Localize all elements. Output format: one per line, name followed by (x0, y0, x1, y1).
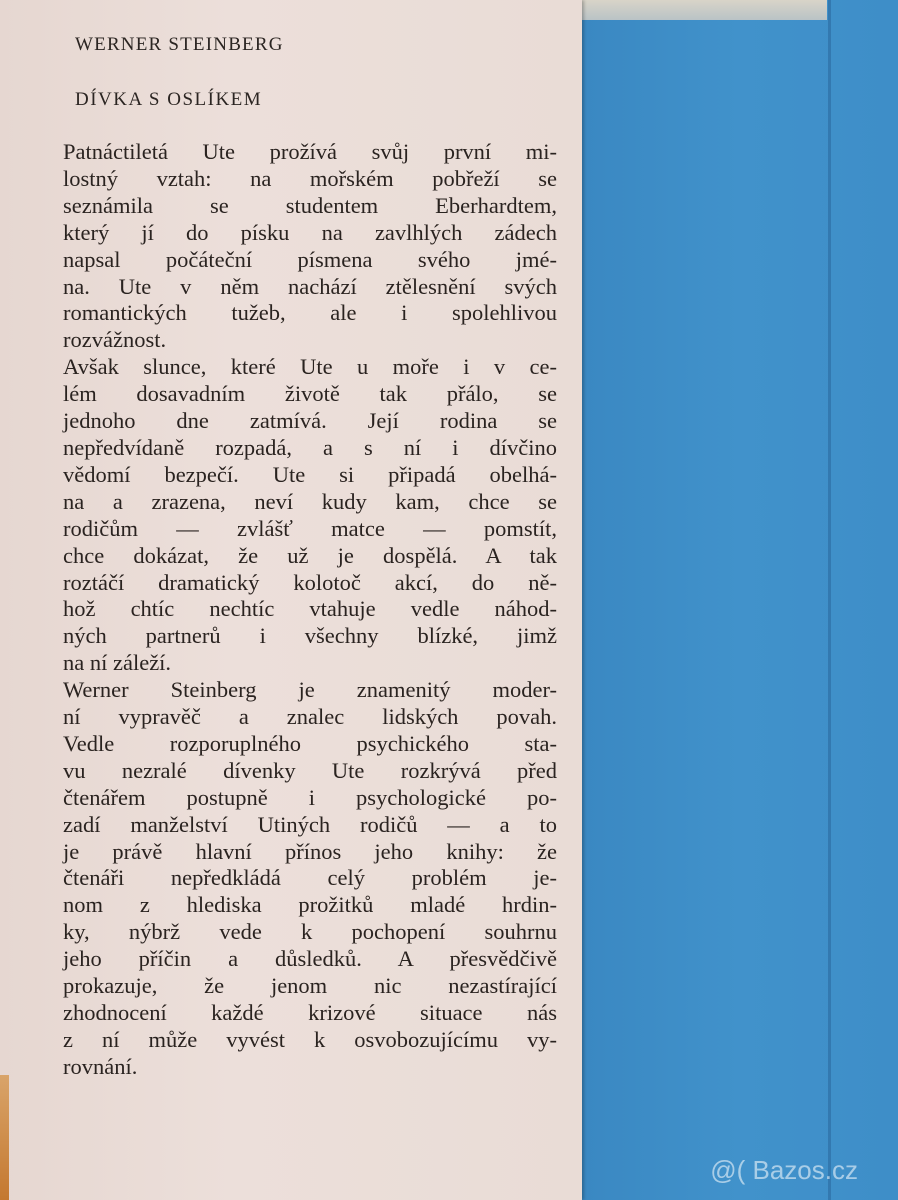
text-line: Avšak slunce, které Ute u moře i v ce- (63, 354, 557, 380)
text-line: z ní může vyvést k osvobozujícímu vy- (63, 1026, 557, 1052)
text-line: romantických tužeb, ale i spolehlivou (63, 300, 557, 326)
text-line: vu nezralé dívenky Ute rozkrývá před (63, 757, 557, 783)
text-line: na a zrazena, neví kudy kam, chce se (63, 488, 557, 514)
text-line: čtenářem postupně i psychologické po- (63, 784, 557, 810)
text-line: lostný vztah: na mořském pobřeží se (63, 165, 557, 191)
book-title: DÍVKA S OSLÍKEM (75, 89, 263, 110)
text-line: vědomí bezpečí. Ute si připadá obelhá- (63, 461, 557, 487)
text-line: hož chtíc nechtíc vtahuje vedle náhod- (63, 596, 557, 622)
text-line: ky, nýbrž vede k pochopení souhrnu (63, 919, 557, 945)
page-edge (0, 1075, 9, 1200)
text-line: rozvážnost. (63, 327, 167, 353)
text-line: čtenáři nepředkládá celý problém je- (63, 865, 557, 891)
text-line: na. Ute v něm nachází ztělesnění svých (63, 273, 557, 299)
text-line: jeho příčin a důsledků. A přesvědčivě (63, 946, 557, 972)
text-line: lém dosavadním životě tak přálo, se (63, 381, 557, 407)
text-line: nepředvídaně rozpadá, a s ní i dívčino (63, 434, 557, 460)
cloth-binding-strip (582, 0, 827, 20)
text-line: seznámila se studentem Eberhardtem, (63, 192, 557, 218)
text-line: nom z hlediska prožitků mladé hrdin- (63, 892, 557, 918)
text-line: ní vypravěč a znalec lidských povah. (63, 704, 557, 730)
text-line: na ní záleží. (63, 650, 172, 676)
text-line: Werner Steinberg je znamenitý moder- (63, 677, 557, 703)
text-line: Vedle rozporuplného psychického sta- (63, 730, 557, 756)
author-name: WERNER STEINBERG (75, 34, 284, 55)
text-line: chce dokázat, že už je dospělá. A tak (63, 542, 557, 568)
text-line: rovnání. (63, 1053, 138, 1079)
book-cover-blue (582, 0, 898, 1200)
text-line: ných partnerů i všechny blízké, jimž (63, 623, 557, 649)
text-line: zhodnocení každé krizové situace nás (63, 1000, 557, 1025)
text-line: prokazuje, že jenom nic nezastírající (63, 973, 557, 999)
text-line: který jí do písku na zavlhlých zádech (63, 219, 557, 245)
text-line: je právě hlavní přínos jeho knihy: že (63, 838, 557, 864)
text-line: napsal počáteční písmena svého jmé- (63, 246, 557, 272)
text-line: roztáčí dramatický kolotoč akcí, do ně- (63, 569, 557, 595)
text-line: rodičům — zvlášť matce — pomstít, (63, 515, 557, 541)
blurb-text (63, 139, 557, 1081)
text-line: zadí manželství Utiných rodičů — a to (63, 811, 557, 837)
cover-fold (828, 0, 831, 1200)
watermark: @( Bazos.cz (710, 1155, 858, 1185)
text-line: jednoho dne zatmívá. Její rodina se (63, 408, 557, 434)
text-line: Patnáctiletá Ute prožívá svůj první mi- (63, 139, 557, 164)
